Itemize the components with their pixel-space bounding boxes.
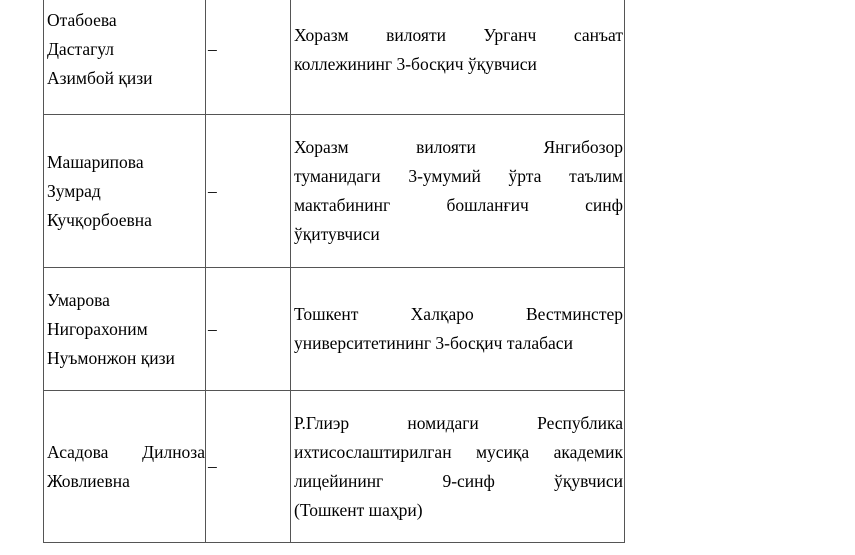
dash-cell: –	[206, 268, 291, 391]
awardee-name-cell	[44, 0, 206, 115]
description-line: ихтисослаштирилган мусиқа академик	[294, 441, 623, 462]
awardees-table	[43, 0, 625, 543]
description-line: (Тошкент шаҳри)	[294, 499, 423, 520]
awardee-name-line: Кучқорбоевна	[47, 209, 152, 230]
awardee-name-line: Зумрад	[47, 180, 101, 201]
awardee-name-line: Нуъмонжон қизи	[47, 347, 175, 368]
description-line: Хоразм вилояти Янгибозор	[294, 137, 623, 157]
awardee-description-cell	[291, 391, 625, 543]
awardee-name-line: Нигорахоним	[47, 318, 148, 339]
awardee-description-cell	[291, 268, 625, 391]
description-line: туманидаги 3-умумий ўрта таълим	[294, 166, 623, 186]
awardee-name-cell	[44, 115, 206, 268]
description-line: мактабининг бошланғич синф	[294, 195, 623, 215]
awardee-description-cell	[291, 115, 625, 268]
awardee-name-line: Машарипова	[47, 151, 144, 172]
description-line: Тошкент Халқаро Вестминстер	[294, 304, 623, 324]
dash-cell: –	[206, 0, 291, 115]
description-line: университетининг 3-босқич талабаси	[294, 333, 573, 353]
awardee-name-line: Жовлиевна	[47, 470, 130, 491]
table-row	[44, 268, 625, 391]
dash-cell: –	[206, 391, 291, 543]
awardee-name-line: Азимбой қизи	[47, 68, 153, 88]
description-line: лицейининг 9-синф ўқувчиси	[294, 470, 623, 491]
description-line: Хоразм вилояти Урганч санъат	[294, 24, 623, 45]
description-line: Р.Глиэр номидаги Республика	[294, 412, 623, 433]
description-line: ўқитувчиси	[294, 224, 380, 244]
awardee-name-line: Асадова Дилноза	[47, 441, 205, 462]
awardee-name-line: Умарова	[47, 289, 110, 310]
table-row	[44, 391, 625, 543]
awardee-name-line: Дастагул	[47, 39, 114, 59]
table-row	[44, 115, 625, 268]
awardee-name-cell	[44, 391, 206, 543]
awardee-description-cell	[291, 0, 625, 115]
description-line: коллежининг 3-босқич ўқувчиси	[294, 53, 537, 74]
awardee-name-line: Отабоева	[47, 10, 117, 30]
dash-cell: –	[206, 115, 291, 268]
awardee-name-cell	[44, 268, 206, 391]
table-row	[44, 0, 625, 115]
